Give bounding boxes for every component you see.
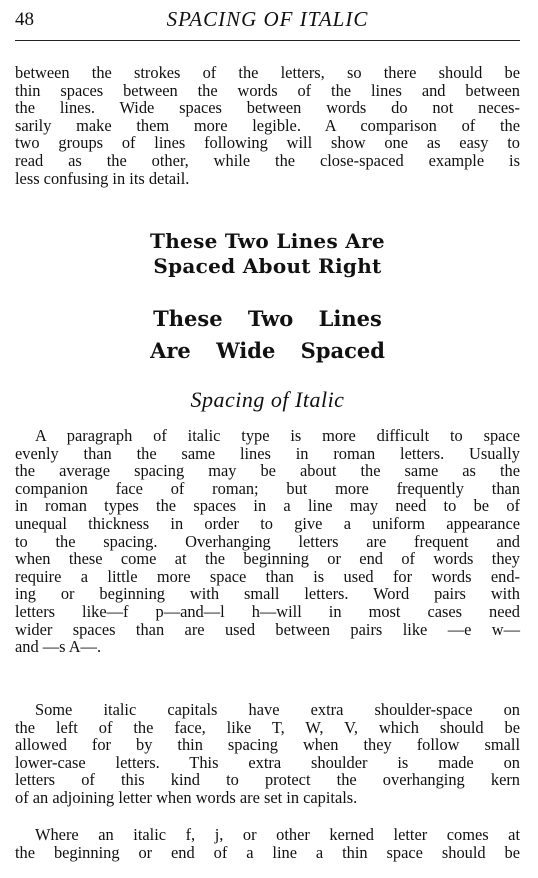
text-line: allowed for by thin spacing when they follow small (15, 735, 520, 755)
paragraph-italic-spacing (15, 427, 520, 656)
paragraph-kerned-letters (15, 826, 520, 861)
book-page (15, 0, 520, 878)
text-line: and —s A—. (15, 637, 102, 657)
text-line: letters of this kind to protect the overhanging kern (15, 770, 520, 790)
text-line: evenly than the same lines in roman letters. Usually (15, 443, 520, 463)
text-line: when these come at the beginning or end of words they (15, 549, 520, 569)
blackletter-example-wide-line-2: Are Wide Spaced (150, 338, 385, 363)
text-line: Some italic capitals have extra shoulder-space on (35, 700, 520, 719)
text-line: letters like—f p—and—l h—will in most cases need (15, 601, 520, 621)
text-line: read as the other, while the close-spaced example is (15, 150, 520, 170)
text-line: the average spacing may be about the same as the (15, 461, 520, 481)
text-line: to the spacing. Overhanging letters are frequent and (15, 531, 520, 551)
header-rule (15, 40, 520, 41)
text-line: the lines. Wide spaces between words do not neces- (15, 98, 520, 118)
text-line: unequal thickness in order to give a uniform appearance (15, 513, 520, 533)
text-line: in roman types the spaces in a line may need to be of (15, 496, 520, 516)
text-line: of an adjoining letter when words are set in capitals. (15, 787, 358, 807)
text-line: between the strokes of the letters, so there should be (15, 63, 520, 82)
page-header (15, 4, 520, 34)
text-line: A paragraph of italic type is more difficult to space (35, 426, 520, 445)
text-line: companion face of roman; but more frequently than (15, 478, 520, 498)
text-line: lower-case letters. This extra shoulder is made on (15, 752, 520, 772)
intro-paragraph (15, 64, 520, 187)
blackletter-example-close-line-2: Spaced About Right (153, 254, 382, 278)
blackletter-example-close-line-1: These Two Lines Are (150, 229, 385, 253)
section-heading: Spacing of Italic (190, 387, 345, 412)
text-line: sarily make them more legible. A comparison of the (15, 115, 520, 135)
text-line: the beginning or end of a line a thin space should be (15, 842, 520, 862)
text-line: the left of the face, like T, W, V, which should be (15, 717, 520, 737)
text-line: less confusing in its detail. (15, 168, 190, 188)
text-line: thin spaces between the words of the lines and between (15, 80, 520, 100)
text-line: two groups of lines following will show one as easy to (15, 133, 520, 153)
blackletter-example-wide-line-1: These Two Lines (153, 306, 382, 331)
paragraph-italic-capitals (15, 701, 520, 807)
running-title: SPACING OF ITALIC (166, 7, 369, 31)
text-line: wider spaces than are used between pairs like —e w— (15, 619, 520, 639)
text-line: ing or beginning with small letters. Word pairs with (15, 584, 520, 604)
page-number: 48 (15, 9, 34, 30)
text-line: require a little more space than is used for words end- (15, 566, 520, 586)
text-line: Where an italic f, j, or other kerned letter comes at (35, 825, 520, 844)
